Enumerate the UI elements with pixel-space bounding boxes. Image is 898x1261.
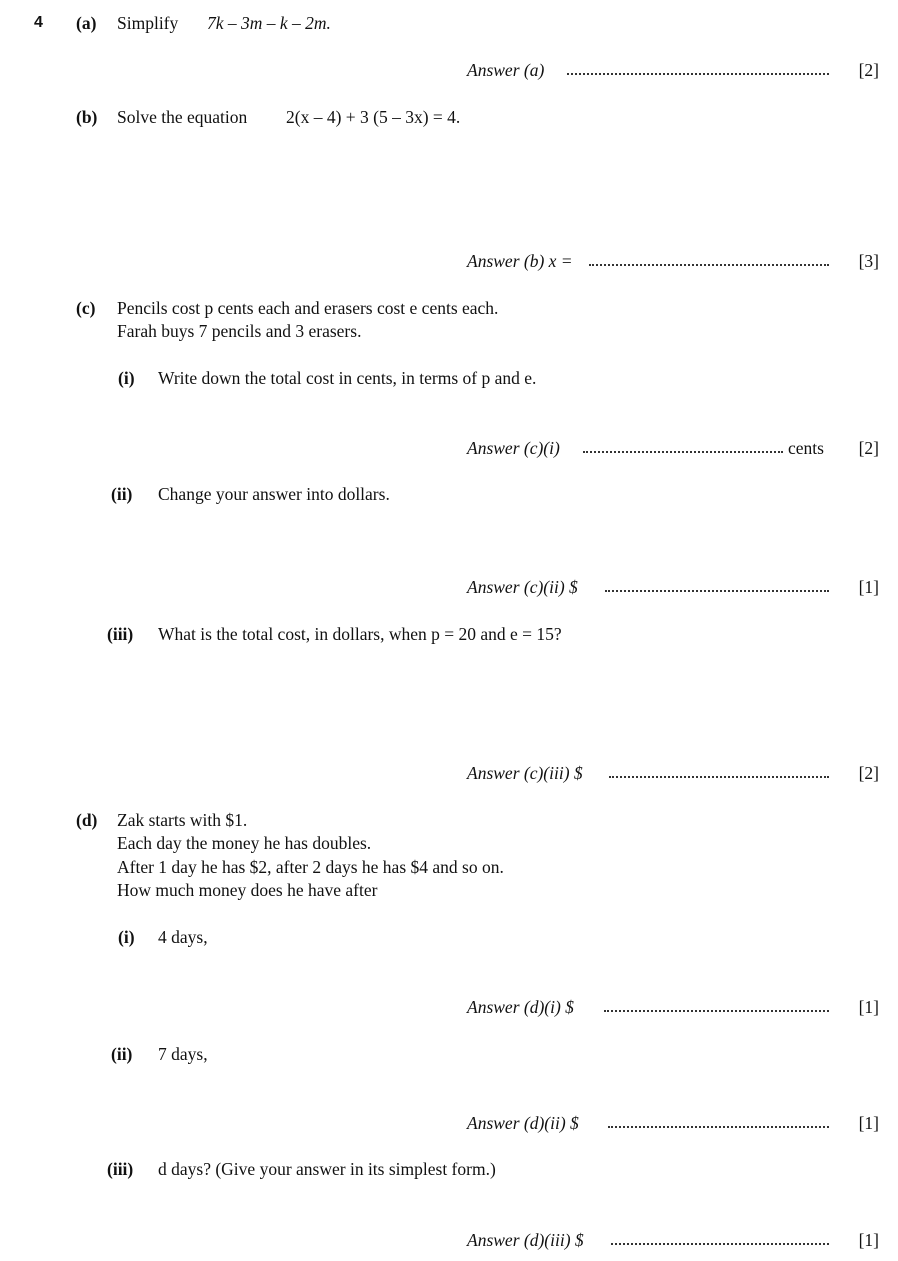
part-c-i-label: (i) — [118, 368, 135, 388]
part-b-instruction: Solve the equation — [117, 107, 248, 127]
part-d-line2: Each day the money he has doubles. — [117, 833, 372, 853]
answer-d-i-row — [467, 996, 879, 1018]
answer-d-iii-marks: [1] — [858, 1230, 879, 1250]
part-d-line1: Zak starts with $1. — [117, 810, 248, 830]
answer-d-iii-row — [467, 1229, 879, 1251]
part-b-expression: 2(x – 4) + 3 (5 – 3x) = 4. — [286, 107, 461, 127]
answer-c-iii-line[interactable] — [609, 776, 829, 778]
part-b-label: (b) — [76, 107, 98, 127]
answer-a-row — [467, 59, 879, 81]
part-d-label: (d) — [76, 810, 98, 830]
part-c-iii-label: (iii) — [107, 624, 134, 644]
answer-d-i-label: Answer (d)(i) $ — [467, 997, 574, 1017]
part-d-line3: After 1 day he has $2, after 2 days he has $4 and so on. — [117, 857, 504, 877]
answer-c-iii-marks: [2] — [858, 763, 879, 783]
answer-d-i-marks: [1] — [858, 997, 879, 1017]
answer-c-i-unit: cents — [788, 438, 824, 458]
part-d-line4: How much money does he have after — [117, 880, 378, 900]
part-c-line2: Farah buys 7 pencils and 3 erasers. — [117, 321, 362, 341]
part-c-iii-text: What is the total cost, in dollars, when p = 20 and e = 15? — [158, 624, 562, 644]
part-d-ii-text: 7 days, — [158, 1044, 208, 1064]
answer-d-ii-row — [467, 1112, 879, 1134]
answer-c-i-line[interactable] — [583, 451, 783, 453]
part-d-ii-label: (ii) — [111, 1044, 133, 1064]
answer-c-ii-marks: [1] — [858, 577, 879, 597]
answer-d-iii-line[interactable] — [611, 1243, 829, 1245]
part-a-expression: 7k – 3m – k – 2m. — [207, 13, 331, 33]
answer-c-ii-row — [467, 576, 879, 598]
answer-d-iii-label: Answer (d)(iii) $ — [467, 1230, 584, 1250]
answer-a-line[interactable] — [567, 73, 829, 75]
answer-c-i-label: Answer (c)(i) — [467, 438, 560, 458]
part-d-iii-text: d days? (Give your answer in its simplest form.) — [158, 1159, 496, 1179]
part-a-instruction: Simplify — [117, 13, 179, 33]
answer-d-ii-label: Answer (d)(ii) $ — [467, 1113, 579, 1133]
answer-a-label: Answer (a) — [467, 60, 545, 80]
answer-c-iii-row — [467, 762, 879, 784]
part-c-line1: Pencils cost p cents each and erasers cost e cents each. — [117, 298, 499, 318]
answer-d-ii-marks: [1] — [858, 1113, 879, 1133]
answer-c-i-row — [467, 437, 879, 459]
part-d-i-label: (i) — [118, 927, 135, 947]
answer-b-marks: [3] — [858, 251, 879, 271]
part-d-i-text: 4 days, — [158, 927, 208, 947]
answer-c-ii-label: Answer (c)(ii) $ — [467, 577, 578, 597]
answer-d-i-line[interactable] — [604, 1010, 829, 1012]
part-c-ii-label: (ii) — [111, 484, 133, 504]
question-number: 4 — [34, 14, 43, 31]
answer-c-iii-label: Answer (c)(iii) $ — [467, 763, 583, 783]
part-a-label: (a) — [76, 13, 97, 33]
part-c-label: (c) — [76, 298, 96, 318]
answer-c-i-marks: [2] — [858, 438, 879, 458]
answer-b-line[interactable] — [589, 264, 829, 266]
answer-c-ii-line[interactable] — [605, 590, 829, 592]
answer-b-row — [467, 250, 879, 272]
answer-d-ii-line[interactable] — [608, 1126, 829, 1128]
part-c-ii-text: Change your answer into dollars. — [158, 484, 390, 504]
answer-b-label: Answer (b) x = — [467, 251, 573, 271]
part-c-i-text: Write down the total cost in cents, in terms of p and e. — [158, 368, 537, 388]
answer-a-marks: [2] — [858, 60, 879, 80]
part-d-iii-label: (iii) — [107, 1159, 134, 1179]
